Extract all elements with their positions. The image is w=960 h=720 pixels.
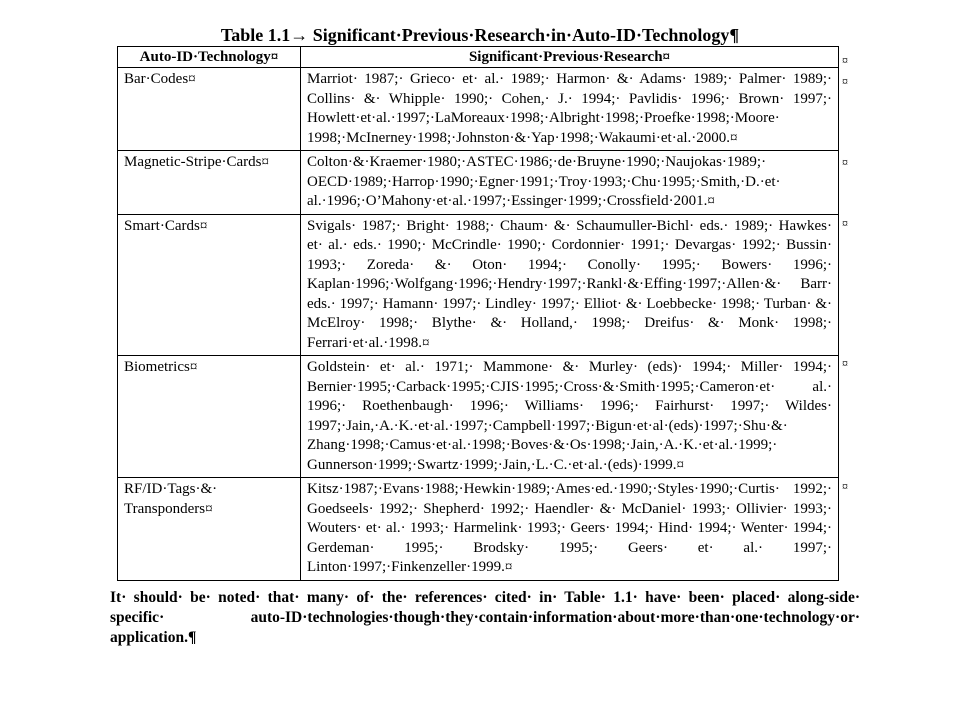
end-of-row-mark: ¤ <box>842 216 848 230</box>
technology-cell: Biometrics¤ <box>118 356 301 478</box>
table-title: Table 1.1→ Significant·Previous·Research·in·Auto-ID·Technology¶ <box>220 25 740 45</box>
technology-cell: Bar·Codes¤ <box>118 68 301 151</box>
end-of-row-mark: ¤ <box>842 479 848 493</box>
research-cell: Marriot· 1987;· Grieco· et· al.· 1989;· Harmon· &· Adams· 1989;· Palmer· 1989;· Collins· &· Whipple· 1990;· Cohen,· J.· 1994;· Pavlidis· 1996;· Brown· 1997;· Howlett·et·al.·1997;·LaMoreaux·1998;·Albright·1998;·Proefke·1998;·Moore· 1998;·McInerney·1998;·Johnston·&·Yap·1998;·Wakaumi·et·al.·2000.¤ <box>301 68 839 151</box>
research-table <box>117 46 839 581</box>
column-header-research: Significant·Previous·Research¤ <box>301 47 839 68</box>
column-header-technology: Auto-ID·Technology¤ <box>118 47 301 68</box>
table-row <box>118 356 839 478</box>
research-cell: Goldstein· et· al.· 1971;· Mammone· &· Murley· (eds)· 1994;· Miller· 1994;· Bernier·1995;·Carback·1995;·CJIS·1995;·Cross·&·Smith·1995;·Cameron·et· al.· 1996;· Roethenbaugh· 1996;· Williams· 1996;· Fairhurst· 1997;· Wildes· 1997;·Jain,·A.·K.·et·al.·1997;·Campbell·1997;·Bigun·et·al·(eds)·1997;·Shu·&· Zhang·1998;·Camus·et·al.·1998;·Boves·&·Os·1998;·Jain,·A.·K.·et·al.·1999;· Gunnerson·1999;·Swartz·1999;·Jain,·L.·C.·et·al.·(eds)·1999.¤ <box>301 356 839 478</box>
research-cell: Kitsz·1987;·Evans·1988;·Hewkin·1989;·Ames·ed.·1990;·Styles·1990;·Curtis· 1992;· Goedseels· 1992;· Shepherd· 1992;· Haendler· &· McDaniel· 1993;· Ollivier· 1993;· Wouters· et· al.· 1993;· Harmelink· 1993;· Geers· 1994;· Hind· 1994;· Wenter· 1994;· Gerdeman· 1995;· Brodsky· 1995;· Geers· et· al.· 1997;· Linton·1997;·Finkenzeller·1999.¤ <box>301 478 839 581</box>
end-of-row-mark: ¤ <box>842 155 848 169</box>
table-row <box>118 151 839 215</box>
research-cell: Svigals· 1987;· Bright· 1988;· Chaum· &· Schaumuller-Bichl· eds.· 1989;· Hawkes· et· al.· eds.· 1990;· McCrindle· 1990;· Cordonnier· 1991;· Devargas· 1992;· Bussin· 1993;· Zoreda· &· Oton· 1994;· Conolly· 1995;· Bowers· 1996;· Kaplan·1996;·Wolfgang·1996;·Hendry·1997;·Rankl·&·Effing·1997;·Allen·&· Barr· eds.· 1997;· Hamann· 1997;· Lindley· 1997;· Elliot· &· Loebbecke· 1998;· Turban· &· McElroy· 1998;· Blythe· &· Holland,· 1998;· Dreifus· &· Monk· 1998;· Ferrari·et·al.·1998.¤ <box>301 214 839 356</box>
research-cell: Colton·&·Kraemer·1980;·ASTEC·1986;·de·Bruyne·1990;·Naujokas·1989;· OECD·1989;·Harrop·1990;·Egner·1991;·Troy·1993;·Chu·1995;·Smith,·D.·et· al.·1996;·O’Mahony·et·al.·1997;·Essinger·1999;·Crossfield·2001.¤ <box>301 151 839 215</box>
table-row <box>118 214 839 356</box>
footnote-paragraph: It· should· be· noted· that· many· of· the· references· cited· in· Table· 1.1· have· been· placed· along-side· specific· auto-ID·technologies·though·they·contain·information·about·more·than·one·technology·or· application.¶ <box>110 589 860 646</box>
technology-cell: Smart·Cards¤ <box>118 214 301 356</box>
technology-cell: RF/ID·Tags·&· Transponders¤ <box>118 478 301 581</box>
technology-cell: Magnetic-Stripe·Cards¤ <box>118 151 301 215</box>
table-header-row <box>118 47 839 68</box>
table-row <box>118 68 839 151</box>
end-of-row-mark: ¤ <box>842 74 848 88</box>
end-of-row-mark: ¤ <box>842 356 848 370</box>
end-of-row-mark: ¤ <box>842 53 848 67</box>
table-row <box>118 478 839 581</box>
